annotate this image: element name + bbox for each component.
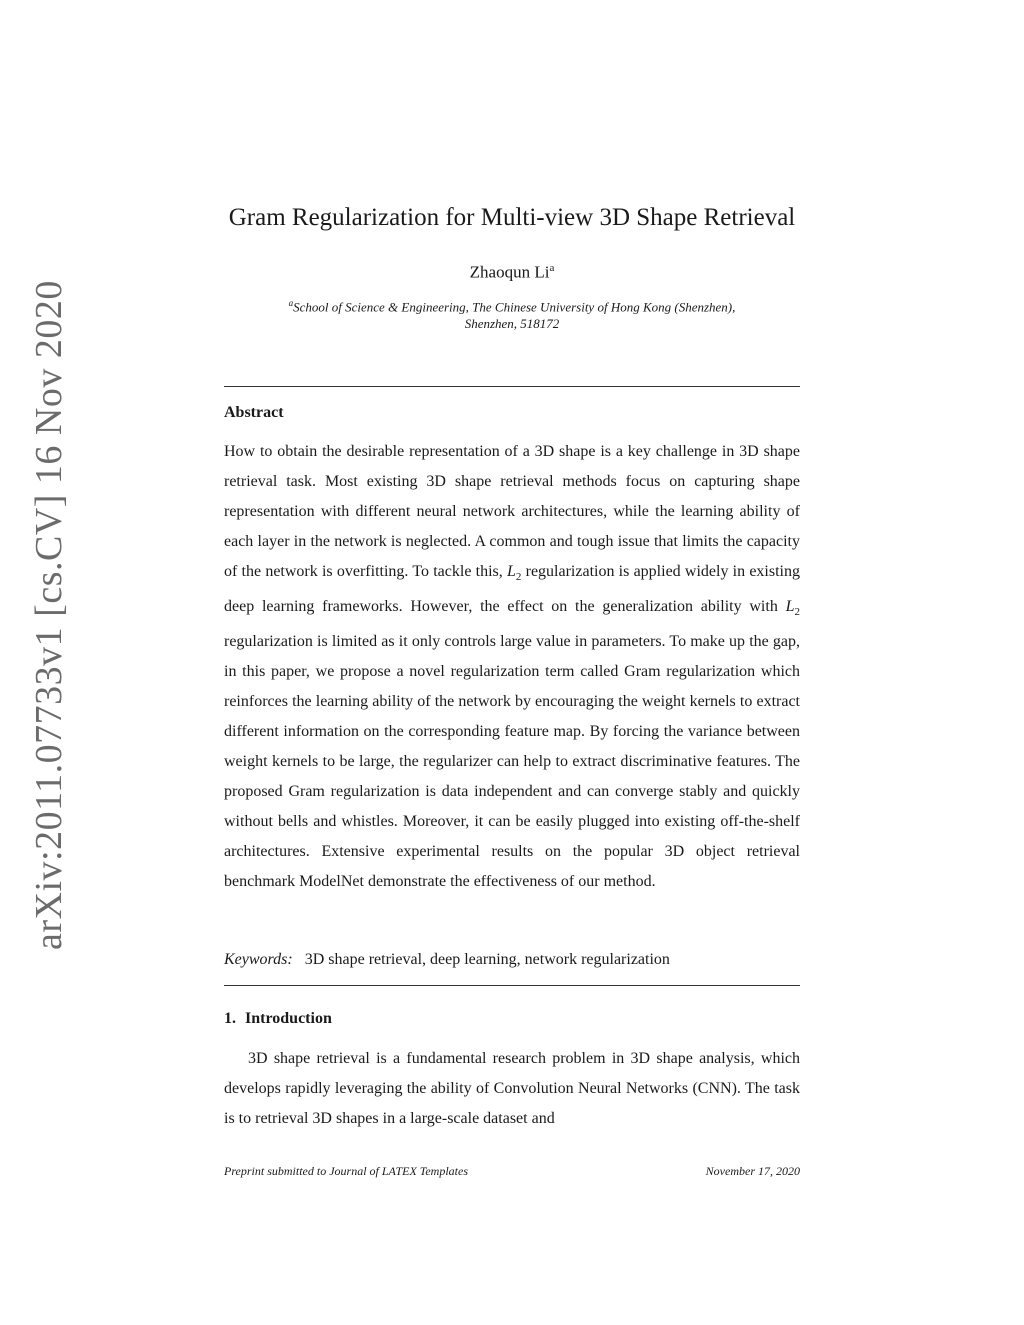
abstract-text-part-3: regularization is limited as it only controls large value in parameters. To make up the gap, in this paper, we propose a novel regularization term called Gram regularization which reinforces the learning ability of the network by encouraging the weight kernels to extract different information on the corresponding feature map. By forcing the variance between weight kernels to be large, the regularizer can help to extract discriminative features. The proposed Gram regularization is data independent and can converge stably and quickly without bells and whistles. Moreover, it can be easily plugged into existing off-the-shelf architectures. Extensive experimental results on the popular 3D object retrieval benchmark ModelNet demonstrate the effectiveness of our method.: [224, 633, 800, 891]
section-title: Introduction: [245, 1010, 332, 1027]
section-heading-introduction: [224, 1009, 332, 1029]
author-line: [224, 257, 800, 284]
abstract-top-rule: [224, 386, 800, 387]
abstract-bottom-rule: [224, 985, 800, 986]
footer-date: November 17, 2020: [705, 1164, 800, 1178]
abstract-body: [224, 437, 800, 897]
abstract-text-part-1: How to obtain the desirable representation of a 3D shape is a key challenge in 3D shape retrieval task. Most existing 3D shape retrieval methods focus on capturing shape representation with different neural network architectures, while the learning ability of each layer in the network is neglected. A common and tough issue that limits the capacity of the network is overfitting. To tackle this,: [224, 443, 800, 580]
affiliation-line-1: School of Science & Engineering, The Chinese University of Hong Kong (Shenzhen),: [293, 299, 736, 315]
affiliation-line-2: Shenzhen, 518172: [464, 316, 560, 332]
section-number: 1.: [224, 1010, 236, 1027]
paper-title: Gram Regularization for Multi-view 3D Shape Retrieval: [228, 204, 796, 231]
abstract-heading: Abstract: [224, 404, 284, 421]
author-name: Zhaoqun Li: [469, 262, 550, 282]
keywords-label: Keywords:: [224, 951, 293, 968]
keywords-text: 3D shape retrieval, deep learning, network regularization: [304, 951, 670, 968]
affiliation-marker: a: [288, 298, 294, 308]
arxiv-identifier-stamp: arXiv:2011.07733v1 [cs.CV] 16 Nov 2020: [28, 280, 70, 950]
footer-preprint-note: Preprint submitted to Journal of LATEX Templates: [224, 1164, 469, 1178]
author-affiliation-marker: a: [549, 262, 555, 274]
keywords-line: [224, 950, 800, 970]
math-l2-2: $L_2$: [785, 598, 800, 619]
abstract-text-part-2: regularization is applied widely in existing deep learning frameworks. However, the effect on the generalization ability with: [224, 563, 800, 616]
introduction-paragraph: 3D shape retrieval is a fundamental research problem in 3D shape analysis, which develops rapidly leveraging the ability of Convolution Neural Networks (CNN). The task is to retrieval 3D shapes in a large-scale dataset and: [224, 1050, 800, 1127]
affiliation: [224, 295, 800, 332]
math-l2-1: $L_2$: [506, 563, 522, 584]
